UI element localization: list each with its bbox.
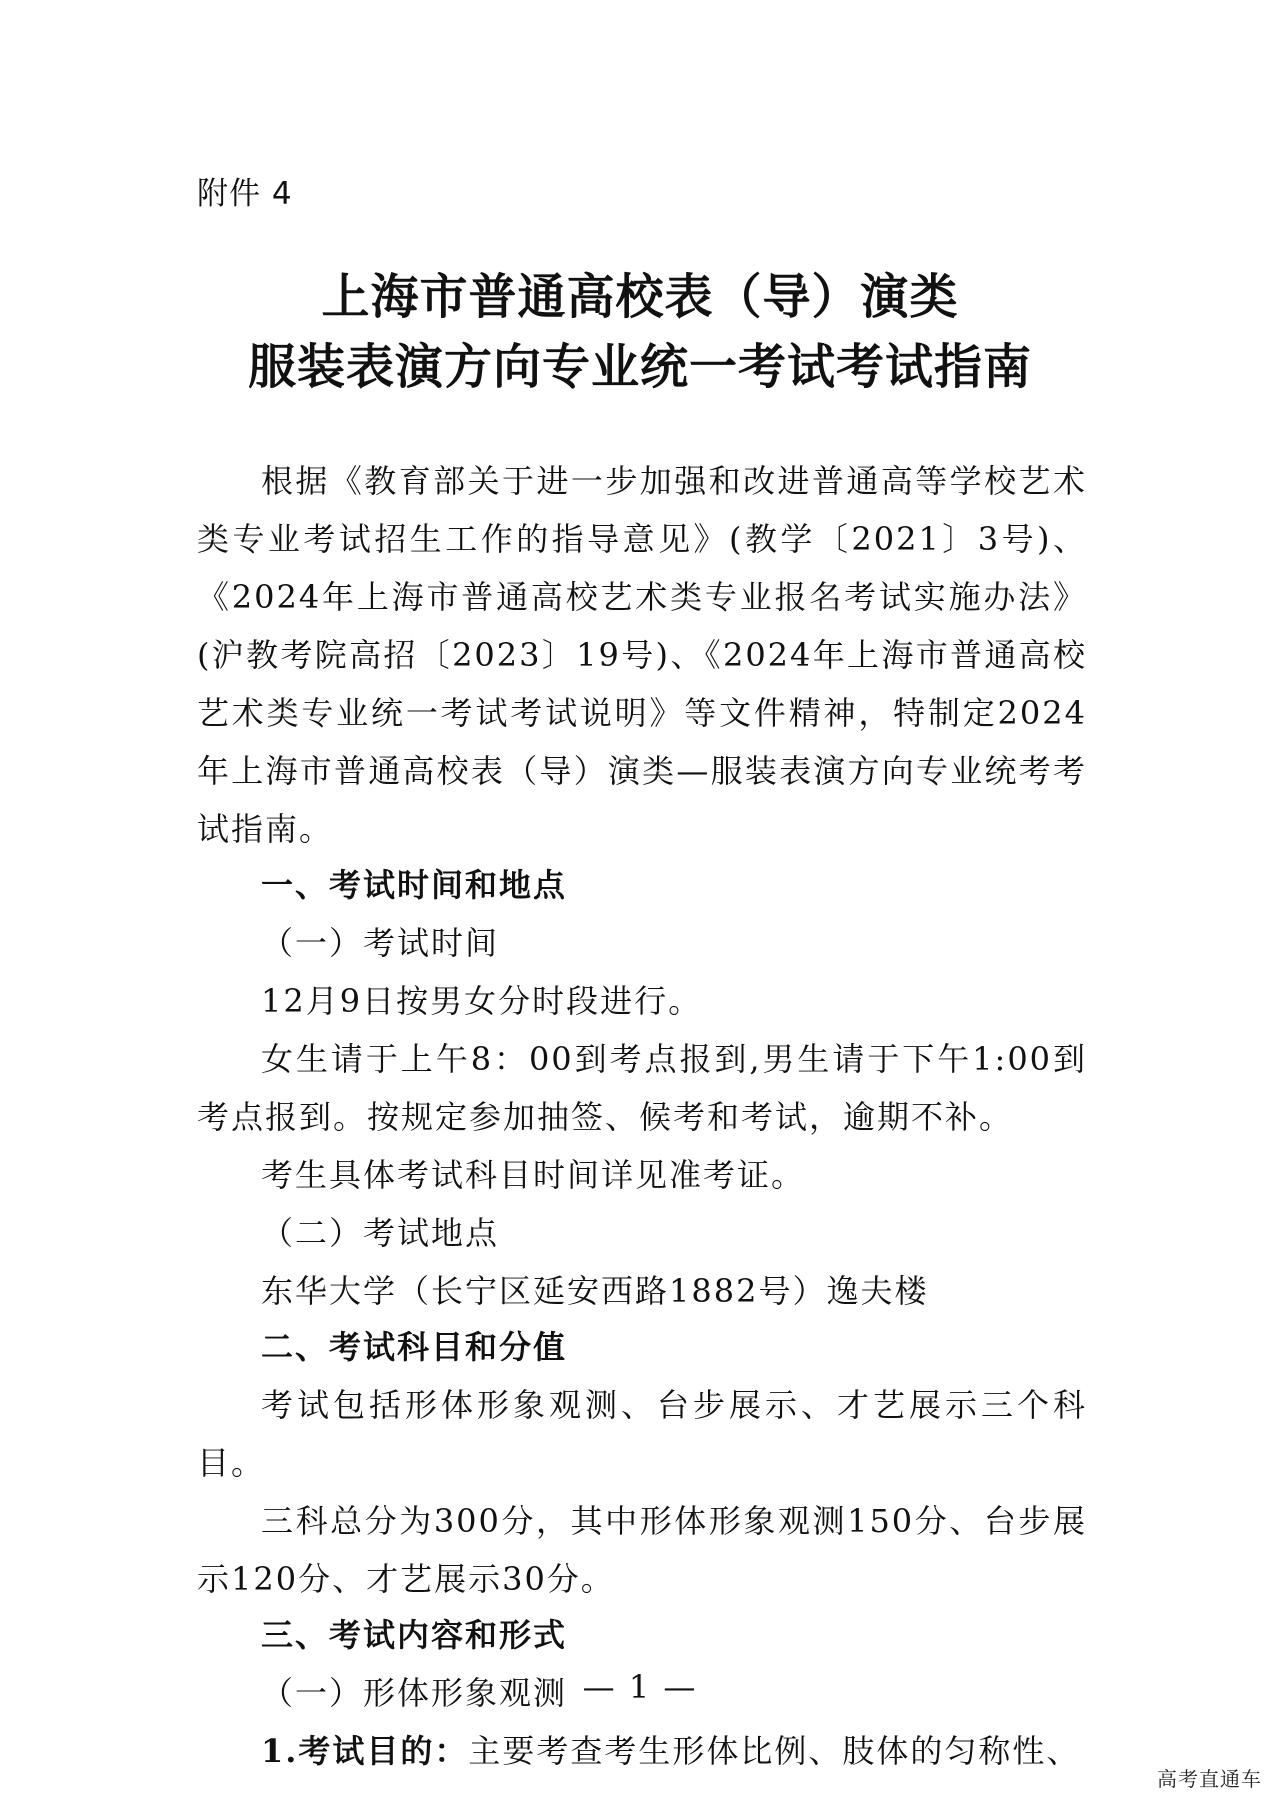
watermark: 高考直通车: [1157, 1767, 1262, 1791]
exam-purpose-lead: 1.考试目的：: [261, 1732, 469, 1770]
subsection-heading-exam-time: （一）考试时间: [261, 924, 500, 962]
paragraph-admission-ticket: 考生具体考试科目时间详见准考证。: [261, 1156, 806, 1194]
paragraph-exam-date: 12月9日按男女分时段进行。: [261, 982, 703, 1020]
page-number: — 1 —: [582, 1668, 698, 1706]
document-title-line-1: 上海市普通高校表（导）演类: [321, 269, 959, 325]
paragraph-location: 东华大学（长宁区延安西路1882号）逸夫楼: [261, 1272, 929, 1310]
paragraph-subjects: 考试包括形体形象观测、台步展示、才艺展示三个科目。: [197, 1386, 1087, 1482]
subsection-heading-body-image: （一）形体形象观测: [261, 1674, 568, 1712]
document-body: [197, 452, 1087, 1780]
paragraph-scores: 三科总分为300分，其中形体形象观测150分、台步展示120分、才艺展示30分。: [197, 1502, 1087, 1598]
document-title-line-2: 服装表演方向专业统一考试考试指南: [247, 339, 1032, 395]
intro-paragraph: 根据《教育部关于进一步加强和改进普通高等学校艺术类专业考试招生工作的指导意见》(教学〔2021〕3号)、《2024年上海市普通高校艺术类专业报名考试实施办法》(沪教考院高招〔2023〕19号)、《2024年上海市普通高校艺术类专业统一考试考试说明》等文件精神，特制定2024年上海市普通高校表（导）演类—服装表演方向专业统考考试指南。: [197, 462, 1087, 848]
section-heading-2: 二、考试科目和分值: [261, 1328, 568, 1366]
paragraph-check-in: 女生请于上午8：00到考点报到,男生请于下午1:00到考点报到。按规定参加抽签、候考和考试，逾期不补。: [197, 1040, 1087, 1136]
section-heading-3: 三、考试内容和形式: [261, 1616, 568, 1654]
attachment-label: 附件 4: [197, 176, 293, 212]
section-heading-1: 一、考试时间和地点: [261, 866, 568, 904]
paragraph-exam-purpose: [197, 1722, 1087, 1780]
exam-purpose-text: 主要考查考生形体比例、肢体的匀称性、: [468, 1732, 1081, 1770]
subsection-heading-exam-location: （二）考试地点: [261, 1214, 500, 1252]
